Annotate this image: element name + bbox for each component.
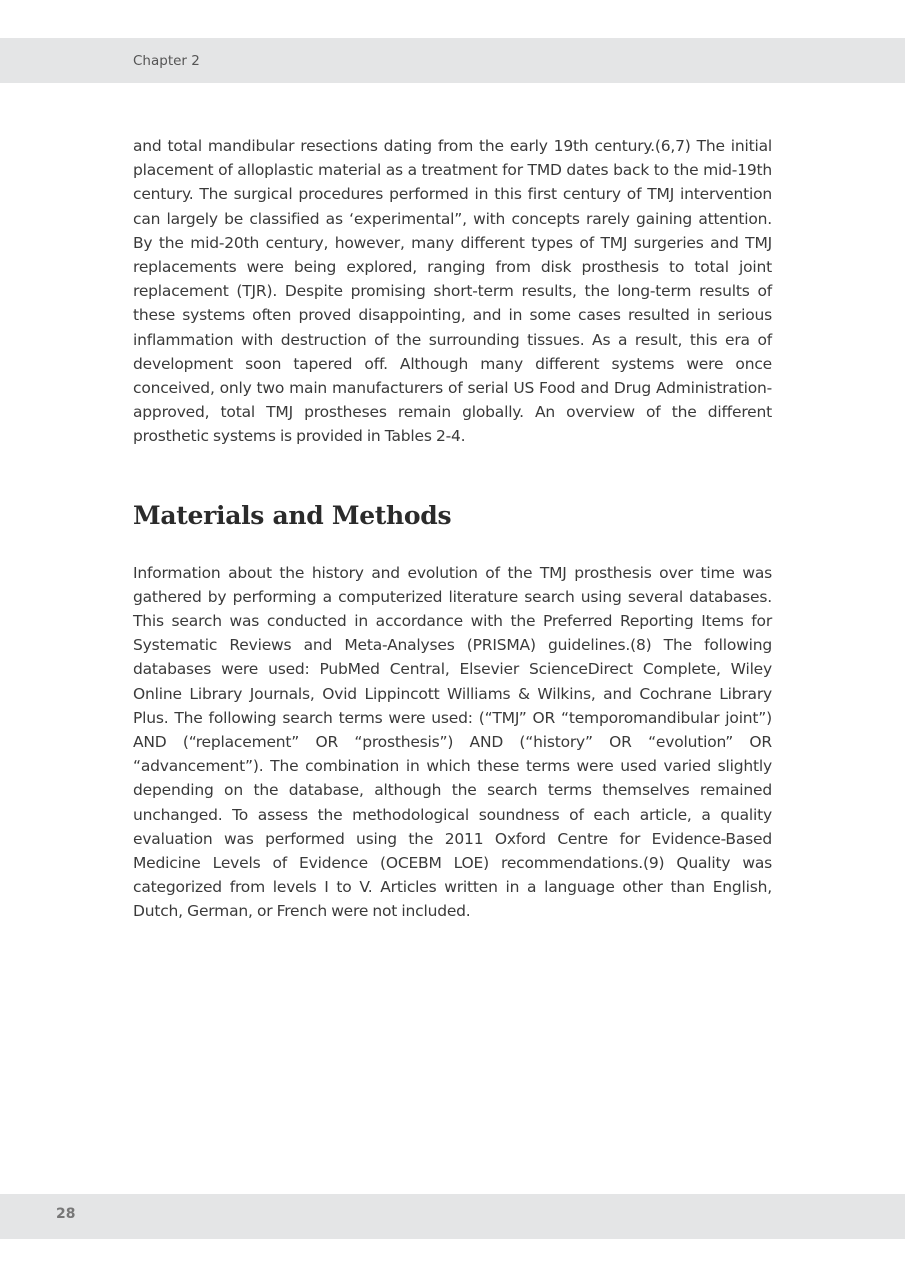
page-body xyxy=(133,134,772,924)
running-footer-band xyxy=(0,1194,905,1239)
running-header-chapter: Chapter 2 xyxy=(133,53,200,69)
intro-paragraph: and total mandibular resections dating from the early 19th century.(6,7) The initial placement of alloplastic material as a treatment for TMD dates back to the mid-19th century. The surgical procedures performed in this first century of TMJ intervention can largely be classified as ‘experimental”, with concepts rarely gaining attention. By the mid-20th century, however, many different types of TMJ surgeries and TMJ replacements were being explored, ranging from disk prosthesis to total joint replacement (TJR). Despite promising short-term results, the long-term results of these systems often proved disappointing, and in some cases resulted in serious inflammation with destruction of the surrounding tissues. As a result, this era of development soon tapered off. Although many different systems were once conceived, only two main manufacturers of serial US Food and Drug Administration-approved, total TMJ prostheses remain globally. An overview of the different prosthetic systems is provided in Tables 2-4. xyxy=(133,137,772,446)
methods-paragraph: Information about the history and evolution of the TMJ prosthesis over time was gathered by performing a computerized literature search using several databases. This search was conducted in accordance with the Preferred Reporting Items for Systematic Reviews and Meta-Analyses (PRISMA) guidelines.(8) The following databases were used: PubMed Central, Elsevier ScienceDirect Complete, Wiley Online Library Journals, Ovid Lippincott Williams & Wilkins, and Cochrane Library Plus. The following search terms were used: (“TMJ” OR “temporomandibular joint”) AND (“replacement” OR “prosthesis”) AND (“history” OR “evolution” OR “advancement”). The combination in which these terms were used varied slightly depending on the database, although the search terms themselves remained unchanged. To assess the methodological soundness of each article, a quality evaluation was performed using the 2011 Oxford Centre for Evidence-Based Medicine Levels of Evidence (OCEBM LOE) recommendations.(9) Quality was categorized from levels I to V. Articles written in a language other than English, Dutch, German, or French were not included. xyxy=(133,563,772,921)
page-number: 28 xyxy=(56,1206,76,1222)
section-heading-materials-methods: Materials and Methods xyxy=(133,500,452,530)
